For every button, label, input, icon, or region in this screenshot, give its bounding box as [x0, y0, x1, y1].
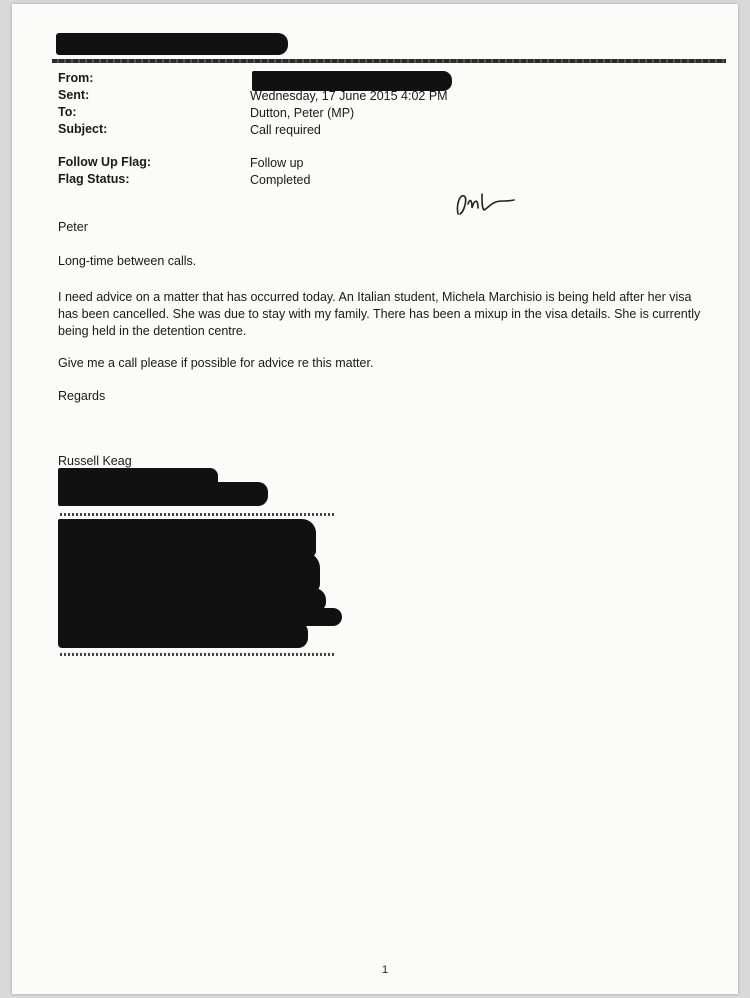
page-number: 1	[382, 964, 389, 976]
to-value: Dutton, Peter (MP)	[250, 106, 355, 120]
follow-up-flag-value: Follow up	[250, 156, 304, 170]
closing: Regards	[58, 389, 106, 403]
redaction-bar-top	[56, 33, 288, 55]
salutation: Peter	[58, 220, 88, 234]
body-line-greeting: Long-time between calls.	[58, 254, 197, 268]
body-request: Give me a call please if possible for advice re this matter.	[58, 356, 374, 370]
signature-divider-top	[60, 513, 336, 516]
flag-status-value: Completed	[250, 173, 311, 187]
flag-status-label: Flag Status:	[58, 172, 130, 186]
sent-label: Sent:	[58, 88, 90, 102]
subject-label: Subject:	[58, 122, 108, 136]
subject-value: Call required	[250, 123, 321, 137]
redaction-signature-block	[58, 622, 308, 648]
signature-divider-bottom	[60, 653, 336, 656]
sent-value: Wednesday, 17 June 2015 4:02 PM	[250, 89, 448, 103]
header-rule	[52, 59, 726, 63]
handwritten-initials	[452, 186, 522, 222]
body-paragraph-line-1: I need advice on a matter that has occurred today. An Italian student, Michela Marchisio is being held after her visa	[58, 290, 692, 304]
signature-name: Russell Keag	[58, 454, 132, 468]
follow-up-flag-label: Follow Up Flag:	[58, 155, 152, 169]
redaction-signature-line	[58, 482, 268, 506]
from-label: From:	[58, 71, 94, 85]
document-page	[12, 4, 738, 994]
body-paragraph-line-2: has been cancelled. She was due to stay with my family. There has been a mixup in the visa details. She is currently	[58, 307, 701, 321]
to-label: To:	[58, 105, 77, 119]
redaction-signature-block	[58, 552, 320, 592]
body-paragraph-line-3: being held in the detention centre.	[58, 324, 247, 338]
